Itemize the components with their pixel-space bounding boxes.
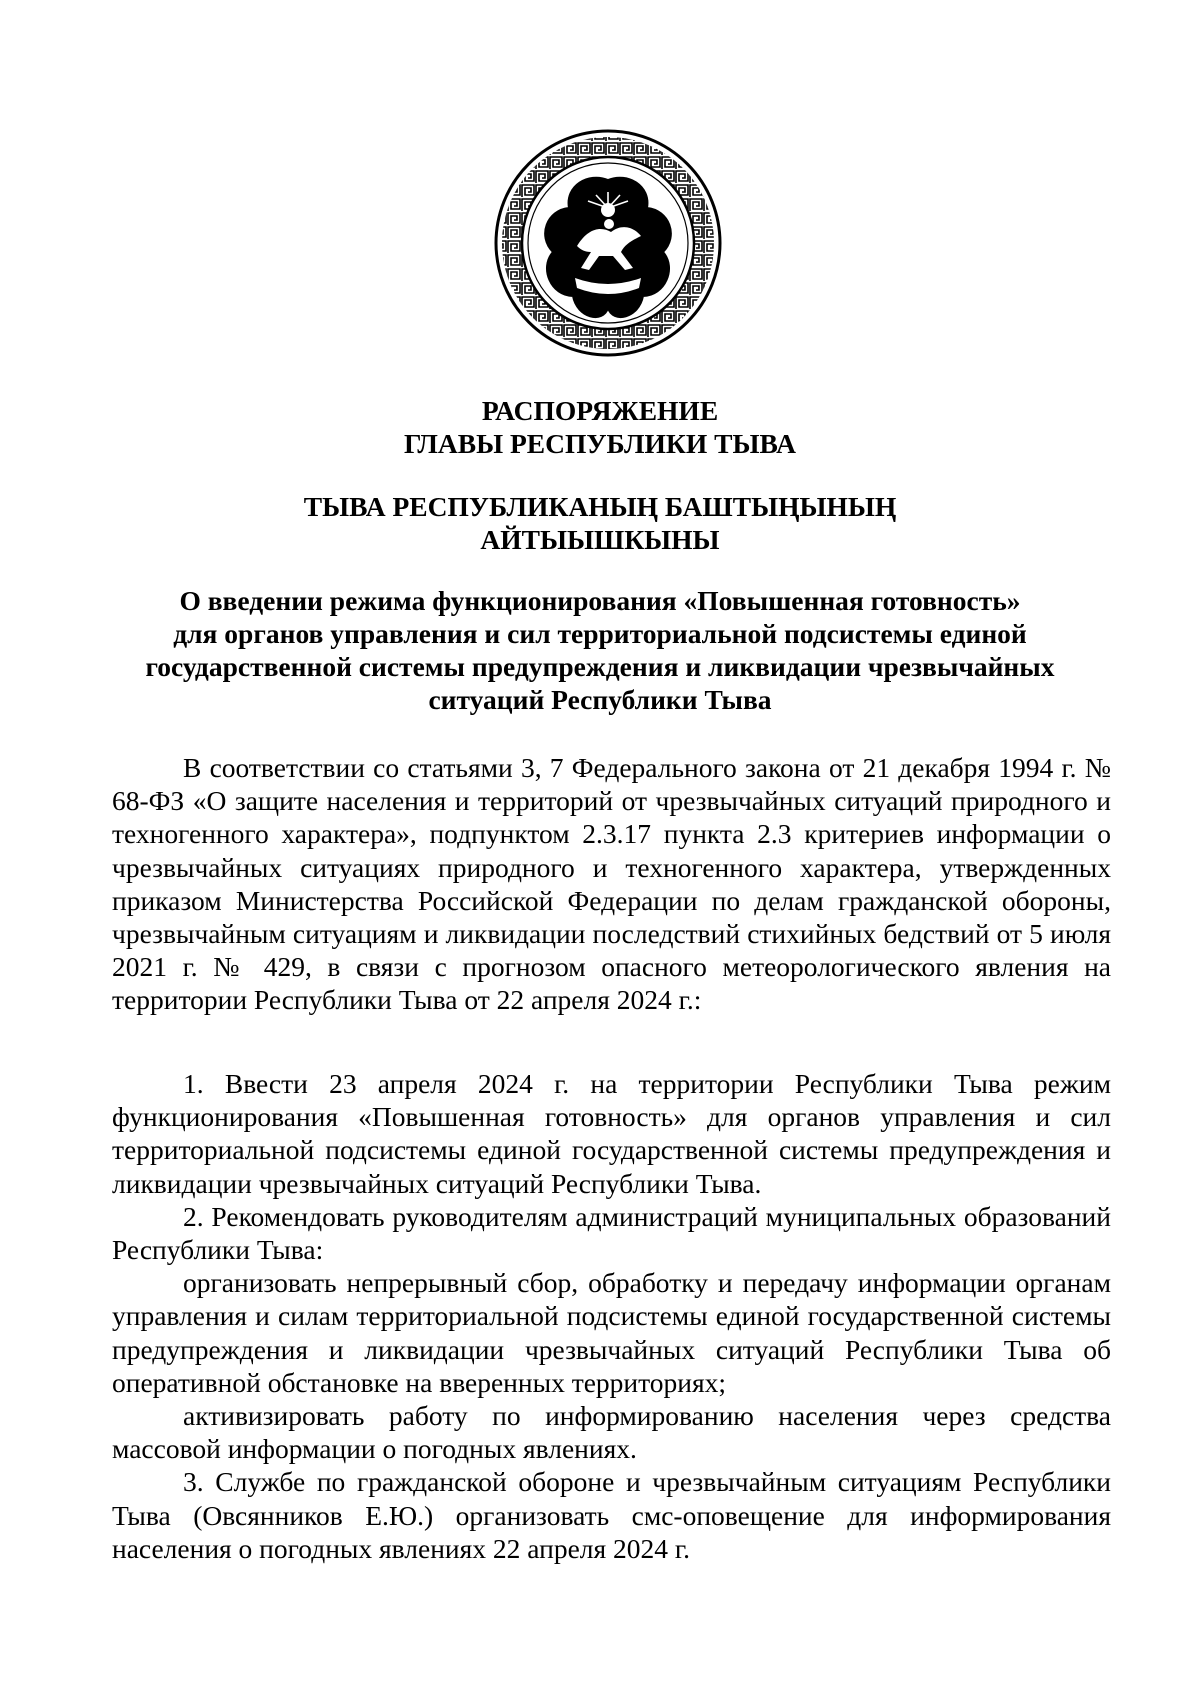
items-section: [112, 1067, 1111, 1565]
document-heading-tuvan: [0, 490, 1200, 556]
item-paragraph-1: 1. Ввести 23 апреля 2024 г. на территории Республики Тыва режим функционирования «Повышенная готовность» для органов управления и сил территориальной подсистемы единой государственной системы предупреждения и ликвидации чрезвычайных ситуаций Республики Тыва.: [112, 1068, 1111, 1199]
item-paragraph-2b: активизировать работу по информированию населения через средства массовой информации о погодных явлениях.: [112, 1400, 1111, 1465]
preamble-section: [112, 751, 1111, 1017]
title-line-3: государственной системы предупреждения и ликвидации чрезвычайных: [145, 651, 1055, 682]
document-heading: [0, 394, 1200, 460]
heading-line-2: ГЛАВЫ РЕСПУБЛИКИ ТЫВА: [404, 428, 796, 459]
coat-of-arms-icon: [493, 128, 723, 358]
item-paragraph-2a: организовать непрерывный сбор, обработку и передачу информации органам управления и силам территориальной подсистемы единой государственной системы предупреждения и ликвидации чрезвычайных ситуаций Республики Тыва об оперативной обстановке на вверенных территориях;: [112, 1267, 1111, 1398]
item-paragraph-2: 2. Рекомендовать руководителям администраций муниципальных образований Республики Тыва:: [112, 1200, 1111, 1266]
title-line-4: ситуаций Республики Тыва: [428, 684, 772, 715]
title-line-1: О введении режима функционирования «Повышенная готовность»: [179, 585, 1021, 616]
heading-line-1: РАСПОРЯЖЕНИЕ: [481, 395, 719, 426]
heading-tuvan-line-1: ТЫВА РЕСПУБЛИКАНЫҢ БАШТЫҢЫНЫҢ: [303, 491, 897, 522]
title-line-2: для органов управления и сил территориальной подсистемы единой: [173, 618, 1027, 649]
heading-tuvan-line-2: АЙТЫЫШКЫНЫ: [480, 524, 720, 555]
preamble-paragraph: В соответствии со статьями 3, 7 Федерального закона от 21 декабря 1994 г. № 68-ФЗ «О защите населения и территорий от чрезвычайных ситуаций природного и техногенного характера», подпунктом 2.3.17 пункта 2.3 критериев информации о чрезвычайных ситуациях природного и техногенного характера, утвержденных приказом Министерства Российской Федерации по делам гражданской обороны, чрезвычайным ситуациям и ликвидации последствий стихийных бедствий от 5 июля 2021 г. № 429, в связи с прогнозом опасного метеорологического явления на территории Республики Тыва от 22 апреля 2024 г.:: [112, 752, 1111, 1016]
item-paragraph-3: 3. Службе по гражданской обороне и чрезвычайным ситуациям Республики Тыва (Овсянников Е.Ю.) организовать смс-оповещение для информирования населения о погодных явлениях 22 апреля 2024 г.: [112, 1466, 1111, 1564]
document-title: [120, 584, 1080, 716]
